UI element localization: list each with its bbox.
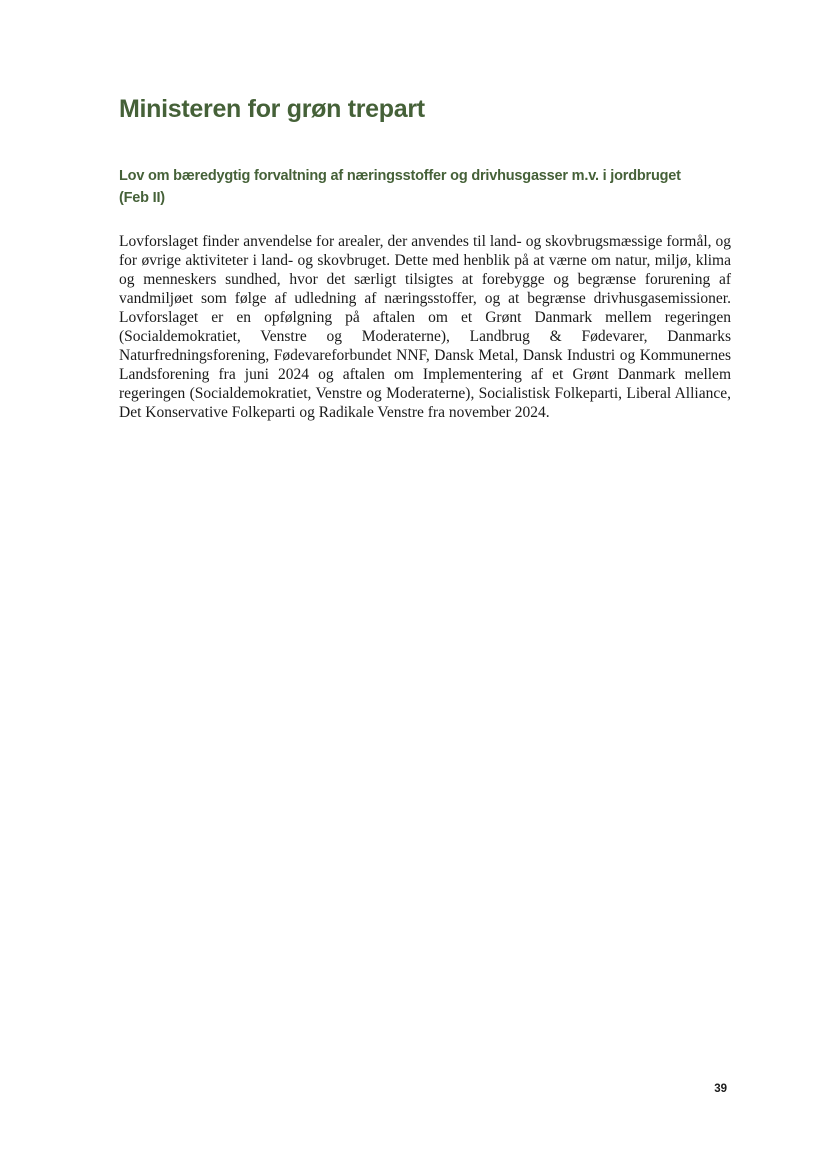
section-heading-line2: (Feb II) <box>119 190 165 206</box>
section-heading <box>119 165 731 209</box>
page-number: 39 <box>714 1083 727 1095</box>
page-title: Ministeren for grøn trepart <box>119 95 425 123</box>
section-heading-line1: Lov om bæredygtig forvaltning af næringsstoffer og drivhusgasser m.v. i jordbruget <box>119 168 681 184</box>
body-paragraph: Lovforslaget finder anvendelse for arealer, der anvendes til land- og skovbrugsmæssige formål, og for øvrige aktiviteter i land- og skovbruget. Dette med henblik på at værne om natur, miljø, klima og menneskers sundhed, hvor det særligt tilsigtes at forebygge og begrænse forurening af vandmiljøet som følge af udledning af næringsstoffer, og at begrænse drivhusgasemissioner. Lovforslaget er en opfølgning på aftalen om et Grønt Danmark mellem regeringen (Socialdemokratiet, Venstre og Moderaterne), Landbrug & Fødevarer, Danmarks Naturfredningsforening, Fødevareforbundet NNF, Dansk Metal, Dansk Industri og Kommunernes Landsforening fra juni 2024 og aftalen om Implementering af et Grønt Danmark mellem regeringen (Socialdemokratiet, Venstre og Moderaterne), Socialistisk Folkeparti, Liberal Alliance, Det Konservative Folkeparti og Radikale Venstre fra november 2024. <box>119 233 731 421</box>
page-content <box>119 0 731 422</box>
